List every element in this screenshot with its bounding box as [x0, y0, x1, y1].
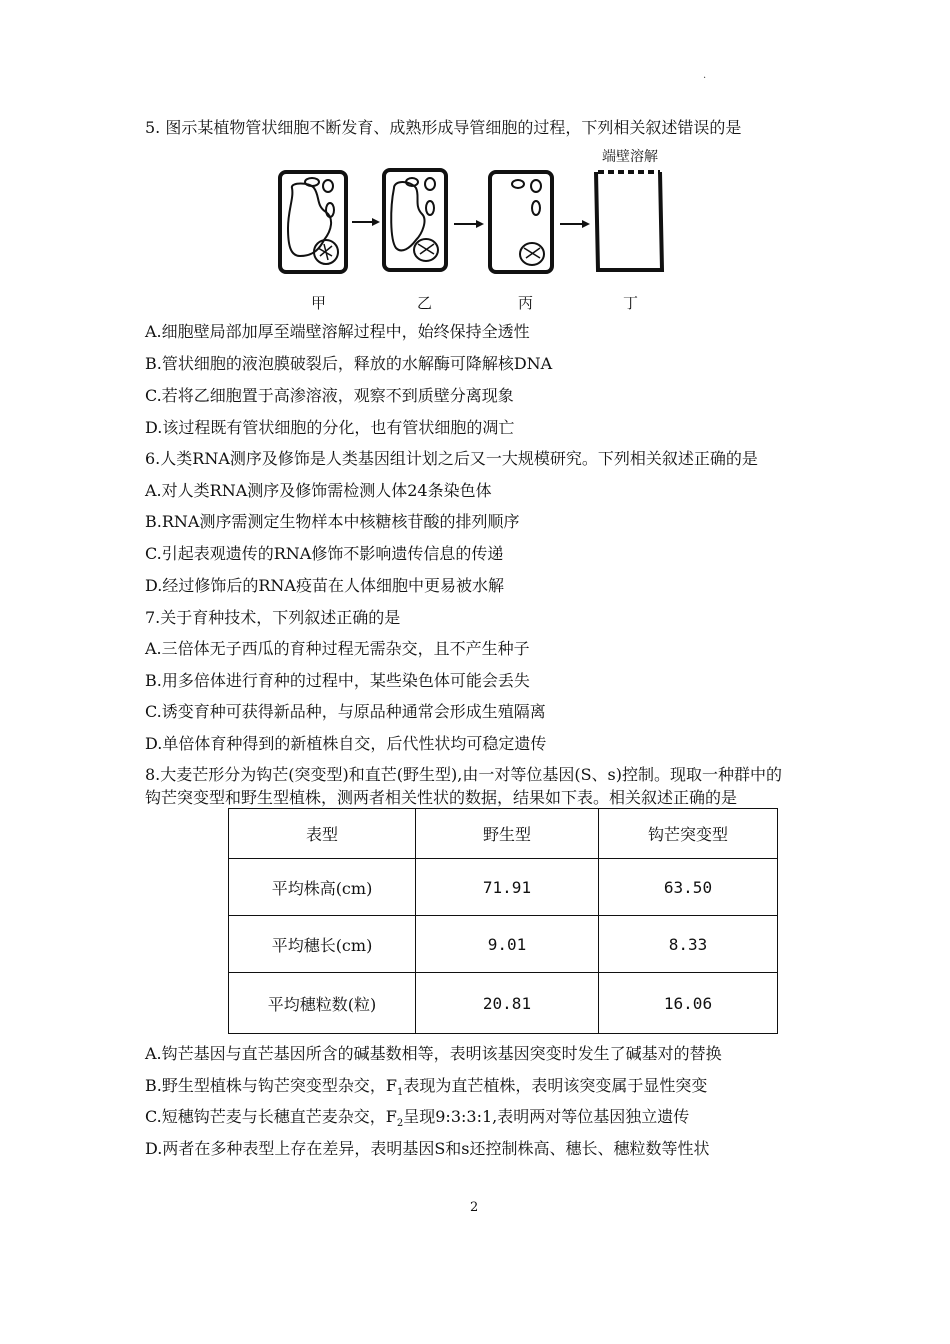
q7-option-a: A.三倍体无子西瓜的育种过程无需杂交，且不产生种子	[145, 639, 530, 658]
q8-option-a: A.钩芒基因与直芒基因所含的碱基数相等，表明该基因突变时发生了碱基对的替换	[145, 1044, 722, 1063]
table-cell: 8.33	[599, 916, 778, 973]
q6-option-c: C.引起表观遗传的RNA修饰不影响遗传信息的传递	[145, 544, 504, 563]
table-cell: 平均穗长(cm)	[229, 916, 416, 973]
cell-jia-diagram	[280, 172, 346, 272]
q5-option-a: A.细胞壁局部加厚至端壁溶解过程中，始终保持全透性	[145, 322, 530, 341]
table-cell: 9.01	[416, 916, 599, 973]
table-header-wild-type: 野生型	[416, 809, 599, 859]
cell-yi-diagram	[384, 170, 446, 270]
q8-option-d: D.两者在多种表型上存在差异，表明基因S和s还控制株高、穗长、穗粒数等性状	[145, 1139, 710, 1158]
table-cell: 平均株高(cm)	[229, 859, 416, 916]
phenotype-table	[228, 808, 778, 1034]
q6-option-d: D.经过修饰后的RNA疫苗在人体细胞中更易被水解	[145, 576, 504, 595]
table-header-mutant: 钩芒突变型	[599, 809, 778, 859]
q5-stem: 5. 图示某植物管状细胞不断发育、成熟形成导管细胞的过程，下列相关叙述错误的是	[145, 118, 742, 137]
q7-option-c: C.诱变育种可获得新品种，与原品种通常会形成生殖隔离	[145, 702, 546, 721]
q6-option-b: B.RNA测序需测定生物样本中核糖核苷酸的排列顺序	[145, 512, 520, 531]
q8-option-b-subscript: 1	[396, 1087, 404, 1099]
q7-option-b: B.用多倍体进行育种的过程中，某些染色体可能会丢失	[145, 671, 530, 690]
table-cell: 16.06	[599, 973, 778, 1034]
q8-option-b-text-end: 表现为直芒植株，表明该突变属于显性突变	[403, 1076, 708, 1095]
figure-annotation-end-wall: 端壁溶解	[602, 149, 658, 165]
figure-label-bing: 丙	[518, 294, 534, 312]
q8-option-b-text: B.野生型植株与钩芒突变型杂交，F	[145, 1076, 397, 1095]
table-cell: 71.91	[416, 859, 599, 916]
q5-option-d: D.该过程既有管状细胞的分化，也有管状细胞的凋亡	[145, 418, 515, 437]
table-row	[229, 859, 778, 916]
q8-option-c-text-end: 呈现9:3:3:1,表明两对等位基因独立遗传	[403, 1107, 690, 1126]
table-cell: 63.50	[599, 859, 778, 916]
table-row	[229, 916, 778, 973]
figure-label-yi: 乙	[417, 294, 433, 312]
q8-stem-line1: 8.大麦芒形分为钩芒(突变型)和直芒(野生型),由一对等位基因(S、s)控制。现取一种群中的	[145, 765, 782, 784]
q8-option-c	[145, 1107, 689, 1134]
table-header-phenotype: 表型	[229, 809, 416, 859]
table-cell: 平均穗粒数(粒)	[229, 973, 416, 1034]
figure-label-jia: 甲	[311, 294, 327, 312]
q8-option-c-subscript: 2	[396, 1118, 404, 1130]
header-mark: .	[703, 70, 707, 81]
q7-option-d: D.单倍体育种得到的新植株自交，后代性状均可稳定遗传	[145, 734, 547, 753]
q8-option-c-text: C.短穗钩芒麦与长穗直芒麦杂交，F	[145, 1107, 397, 1126]
table-row	[229, 973, 778, 1034]
cell-ding-diagram	[596, 172, 662, 270]
q6-option-a: A.对人类RNA测序及修饰需检测人体24条染色体	[145, 481, 492, 500]
q7-stem: 7.关于育种技术，下列叙述正确的是	[145, 608, 401, 627]
cell-development-figure	[270, 148, 690, 313]
q6-stem: 6.人类RNA测序及修饰是人类基因组计划之后又一大规模研究。下列相关叙述正确的是	[145, 449, 758, 468]
q8-option-b	[145, 1076, 707, 1103]
table-cell: 20.81	[416, 973, 599, 1034]
cell-bing-diagram	[490, 172, 552, 272]
q5-option-b: B.管状细胞的液泡膜破裂后，释放的水解酶可降解核DNA	[145, 354, 553, 373]
figure-label-ding: 丁	[623, 294, 639, 312]
q8-stem-line2: 钩芒突变型和野生型植株，测两者相关性状的数据，结果如下表。相关叙述正确的是	[145, 788, 738, 807]
q5-option-c: C.若将乙细胞置于高渗溶液，观察不到质壁分离现象	[145, 386, 514, 405]
page-number: 2	[470, 1200, 479, 1215]
